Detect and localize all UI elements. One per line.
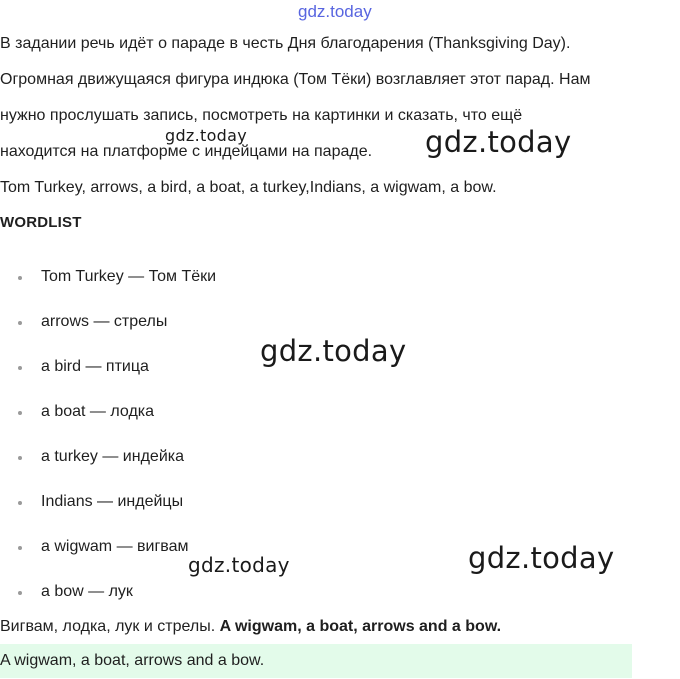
list-item-text: Tom Turkey — Том Тёки xyxy=(41,268,217,285)
watermark: gdz.today xyxy=(425,125,572,159)
watermark: gdz.today xyxy=(260,334,407,368)
bullet-icon xyxy=(18,591,22,595)
keywords-line: Tom Turkey, arrows, a bird, a boat, a turkey,Indians, a wigwam, a bow. xyxy=(0,179,497,196)
bullet-icon xyxy=(18,321,22,325)
bullet-icon xyxy=(18,276,22,280)
list-item-text: arrows — стрелы xyxy=(41,313,168,330)
answer-line xyxy=(0,616,501,638)
watermark: gdz.today xyxy=(188,553,290,577)
intro-line-2: Огромная движущаяся фигура индюка (Том Тёки) возглавляет этот парад. Нам xyxy=(0,71,591,88)
list-item-text: a bow — лук xyxy=(41,583,133,600)
list-item-text: a turkey — индейка xyxy=(41,448,184,465)
bullet-icon xyxy=(18,546,22,550)
list-item-text: a wigwam — вигвам xyxy=(41,538,189,555)
list-item-text: a boat — лодка xyxy=(41,403,155,420)
bullet-icon xyxy=(18,366,22,370)
answer-russian: Вигвам, лодка, лук и стрелы. xyxy=(0,618,220,635)
intro-line-3: нужно прослушать запись, посмотреть на картинки и сказать, что ещё xyxy=(0,107,523,124)
wordlist-heading: WORDLIST xyxy=(0,214,82,231)
watermark: gdz.today xyxy=(468,541,615,575)
answer-english: A wigwam, a boat, arrows and a bow. xyxy=(219,618,502,635)
answer-highlight-text: A wigwam, a boat, arrows and a bow. xyxy=(0,652,265,669)
list-item-text: Indians — индейцы xyxy=(41,493,184,510)
bullet-icon xyxy=(18,411,22,415)
bullet-icon xyxy=(18,501,22,505)
list-item-text: a bird — птица xyxy=(41,358,149,375)
answer-highlight-box xyxy=(0,644,632,678)
intro-line-1: В задании речь идёт о параде в честь Дня благодарения (Thanksgiving Day). xyxy=(0,35,571,52)
watermark: gdz.today xyxy=(165,126,247,145)
intro-line-4: находится на платформе с индейцами на параде. xyxy=(0,143,373,160)
watermark-top: gdz.today xyxy=(298,2,372,21)
bullet-icon xyxy=(18,456,22,460)
